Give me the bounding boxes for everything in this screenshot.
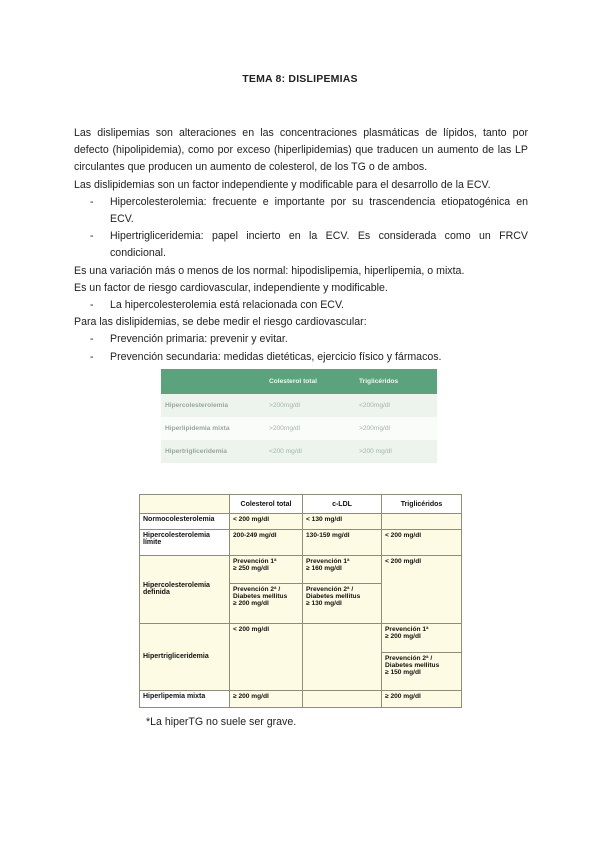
table-row bbox=[140, 690, 462, 707]
table-cell: Hipercolesterolemia bbox=[161, 394, 265, 417]
table-cell: Prevención 1ª ≥ 250 mg/dl bbox=[230, 555, 303, 584]
table-row bbox=[140, 555, 462, 584]
table-cell: >200mg/dl bbox=[265, 394, 355, 417]
table-cell: Prevención 2ª / Diabetes mellitus ≥ 150 mg/dl bbox=[382, 652, 462, 690]
bullet-hipercolesterolemia: Hipercolesterolemia: frecuente e importante por su trascendencia etiopatogénica en ECV. bbox=[110, 195, 528, 226]
row-label: Hipercolesterolemia definida bbox=[140, 555, 230, 623]
table-cell: Prevención 2ª / Diabetes mellitus ≥ 130 mg/dl bbox=[303, 584, 382, 623]
table-cell: < 130 mg/dl bbox=[303, 514, 382, 530]
bullet-dash: - bbox=[90, 230, 94, 243]
table-row bbox=[161, 440, 437, 463]
table-header bbox=[140, 495, 230, 514]
table-row bbox=[140, 514, 462, 530]
list-item bbox=[74, 228, 528, 262]
table-cell: <200 mg/dl bbox=[265, 440, 355, 463]
table-cell: < 200 mg/dl bbox=[230, 623, 303, 690]
table-header: Triglicéridos bbox=[382, 495, 462, 514]
risk-paragraph: Es un factor de riesgo cardiovascular, independiente y modificable. bbox=[74, 281, 388, 294]
table-cell: >200mg/dl bbox=[265, 417, 355, 440]
table-cell: ≥ 200 mg/dl bbox=[230, 690, 303, 707]
list-item bbox=[74, 194, 528, 228]
footnote: *La hiperTG no suele ser grave. bbox=[146, 716, 297, 728]
row-label: Hipertrigliceridemia bbox=[140, 623, 230, 690]
table-cell: Prevención 1ª ≥ 200 mg/dl bbox=[382, 623, 462, 652]
row-label: Hipercolesterolemia límite bbox=[140, 530, 230, 556]
variation-paragraph: Es una variación más o menos de los normal: hipodislipemia, hiperlipemia, o mixta. bbox=[74, 264, 465, 277]
table-header bbox=[161, 369, 265, 394]
table-header: Colesterol total bbox=[265, 369, 355, 394]
table-row bbox=[140, 530, 462, 556]
list-item bbox=[74, 331, 528, 348]
bullet-hipertrigliceridemia: Hipertrigliceridemia: papel incierto en la ECV. Es considerada como un FRCV condicional. bbox=[110, 230, 528, 260]
table-cell: Hipertrigliceridemia bbox=[161, 440, 265, 463]
bullet-prevencion-secundaria: Prevención secundaria: medidas dietéticas, ejercicio físico y fármacos. bbox=[110, 350, 442, 363]
table-cell: 130-159 mg/dl bbox=[303, 530, 382, 556]
table-cell: 200-249 mg/dl bbox=[230, 530, 303, 556]
table-row bbox=[161, 394, 437, 417]
table-cell: < 200 mg/dl bbox=[230, 514, 303, 530]
table-cell: Prevención 2ª / Diabetes mellitus ≥ 200 mg/dl bbox=[230, 584, 303, 623]
bullet-prevencion-primaria: Prevención primaria: prevenir y evitar. bbox=[110, 333, 288, 346]
table-header-row bbox=[161, 369, 437, 394]
table-header: Colesterol total bbox=[230, 495, 303, 514]
table-cell: Prevención 1ª ≥ 160 mg/dl bbox=[303, 555, 382, 584]
table-cell: ≥ 200 mg/dl bbox=[382, 690, 462, 707]
table-cell bbox=[303, 690, 382, 707]
bullet-dash: - bbox=[90, 350, 94, 363]
page-title: TEMA 8: DISLIPEMIAS bbox=[242, 73, 358, 85]
table-cell: >200 mg/dl bbox=[355, 440, 437, 463]
table-cell: <200mg/dl bbox=[355, 394, 437, 417]
bullet-dash: - bbox=[90, 333, 94, 346]
factor-paragraph: Las dislipidemias son un factor independiente y modificable para el desarrollo de la ECV. bbox=[74, 178, 491, 191]
green-lipid-table bbox=[161, 369, 437, 463]
table-row bbox=[161, 417, 437, 440]
table-cell bbox=[382, 514, 462, 530]
table-header: c-LDL bbox=[303, 495, 382, 514]
bullet-dash: - bbox=[90, 299, 94, 312]
row-label: Normocolesterolemia bbox=[140, 514, 230, 530]
table-row bbox=[140, 623, 462, 652]
table-cell bbox=[303, 623, 382, 690]
table-cell: < 200 mg/dl bbox=[382, 530, 462, 556]
table-cell: < 200 mg/dl bbox=[382, 555, 462, 623]
list-item bbox=[74, 349, 528, 366]
table-header: Triglicéridos bbox=[355, 369, 437, 394]
row-label: Hiperlipemia mixta bbox=[140, 690, 230, 707]
body-text bbox=[74, 125, 528, 366]
measure-paragraph: Para las dislipidemias, se debe medir el riesgo cardiovascular: bbox=[74, 316, 367, 329]
table-cell: Hiperlipidemia mixta bbox=[161, 417, 265, 440]
intro-paragraph: Las dislipemias son alteraciones en las concentraciones plasmáticas de lípidos, tanto por defecto (hipolipidemia), como por exceso (hiperlipidemias) que traducen un aumento de las LP circulantes que producen un aumento de colesterol, de los TG o de ambos. bbox=[74, 127, 528, 174]
bullet-dash: - bbox=[90, 195, 94, 208]
table-cell: >200mg/dl bbox=[355, 417, 437, 440]
list-item bbox=[74, 297, 528, 314]
classification-table bbox=[139, 494, 462, 708]
bullet-ecv: La hipercolesterolemia está relacionada con ECV. bbox=[110, 299, 344, 312]
table-header-row bbox=[140, 495, 462, 514]
